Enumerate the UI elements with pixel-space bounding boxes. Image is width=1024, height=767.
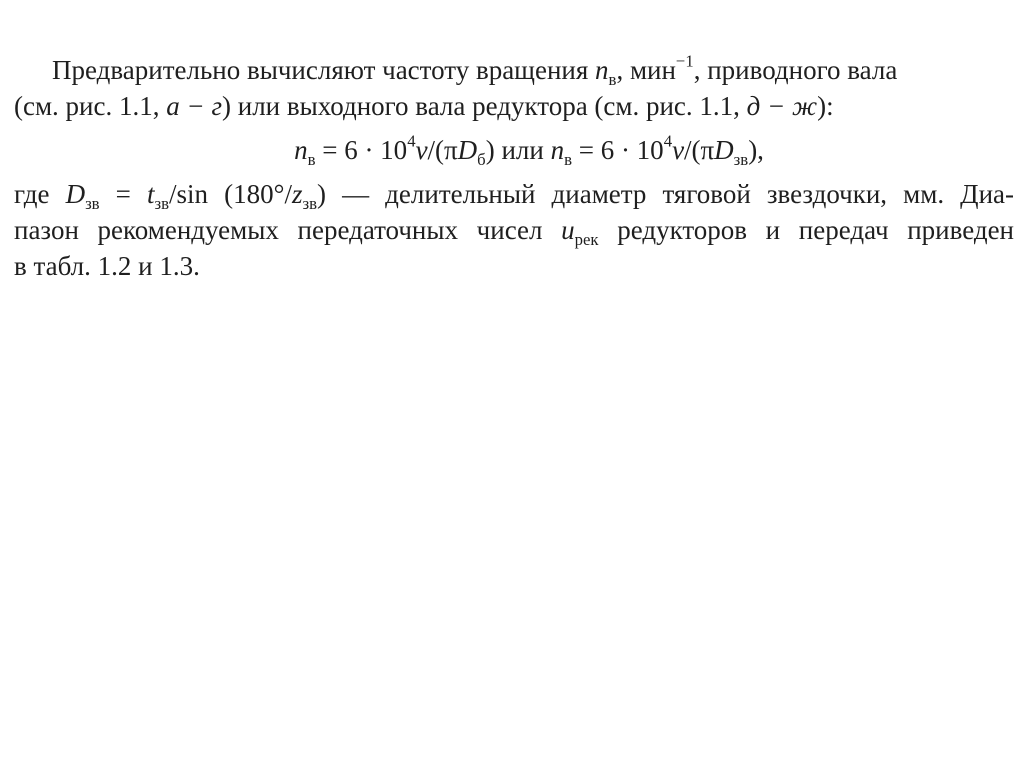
symbol-t: t (147, 179, 155, 209)
figure-range-d: д − ж (746, 91, 818, 121)
math-run: /(π (684, 135, 715, 165)
symbol-u: u (561, 215, 575, 245)
symbol-v: v (415, 135, 428, 165)
text-run: Предварительно вычисляют частоту вращения (52, 55, 596, 85)
text-run: редукторов и передач приведен (598, 215, 1014, 245)
subscript: зв (154, 193, 170, 213)
subscript: зв (733, 149, 749, 169)
subscript: в (564, 149, 572, 169)
superscript: 4 (663, 131, 673, 151)
symbol-d: D (457, 135, 478, 165)
subscript: зв (302, 193, 317, 213)
symbol-n: n (294, 135, 308, 165)
paragraph-2-line-3: в табл. 1.2 и 1.3. (14, 251, 200, 281)
paragraph-1-line-1 (14, 52, 1014, 88)
superscript: −1 (675, 51, 694, 71)
textbook-excerpt (14, 52, 1014, 284)
subscript: зв (85, 193, 100, 213)
symbol-z: z (291, 179, 303, 209)
subscript: в (307, 149, 316, 169)
connector-text: или (494, 135, 551, 165)
symbol-d: D (714, 135, 734, 165)
math-run: = 6 · 10 (315, 135, 408, 165)
text-run: где (14, 179, 66, 209)
symbol-d: D (65, 179, 86, 209)
math-run: /(π (427, 135, 458, 165)
text-run: ): (817, 91, 834, 121)
superscript: 4 (407, 131, 416, 151)
subscript: б (477, 149, 486, 169)
symbol-v: v (672, 135, 685, 165)
math-run: = 6 · 10 (571, 135, 664, 165)
text-run: ) или выходного вала редуктора (см. рис. 1.1, (222, 91, 747, 121)
math-run: ), (748, 135, 764, 165)
text-run: (см. рис. 1.1, (14, 91, 167, 121)
math-run: /sin (180°/ (169, 179, 292, 209)
math-run: ) (485, 135, 495, 165)
paragraph-2-line-2 (14, 212, 1014, 248)
symbol-n: n (595, 55, 609, 85)
symbol-n: n (550, 135, 565, 165)
text-run: ) — делительный диаметр тяговой звездочки, мм. Диа- (316, 179, 1015, 209)
formula-line (14, 132, 1014, 168)
math-run: = (99, 179, 148, 209)
text-run: пазон рекомендуемых передаточных чисел (14, 215, 562, 245)
subscript: рек (574, 229, 599, 249)
subscript: в (608, 69, 617, 89)
paragraph-1-line-2 (14, 88, 1014, 124)
figure-range-a: а − г (166, 91, 223, 121)
paragraph-2-line-1 (14, 176, 1014, 212)
text-run: , приводного вала (693, 55, 898, 85)
unit-text: , мин (616, 55, 676, 85)
